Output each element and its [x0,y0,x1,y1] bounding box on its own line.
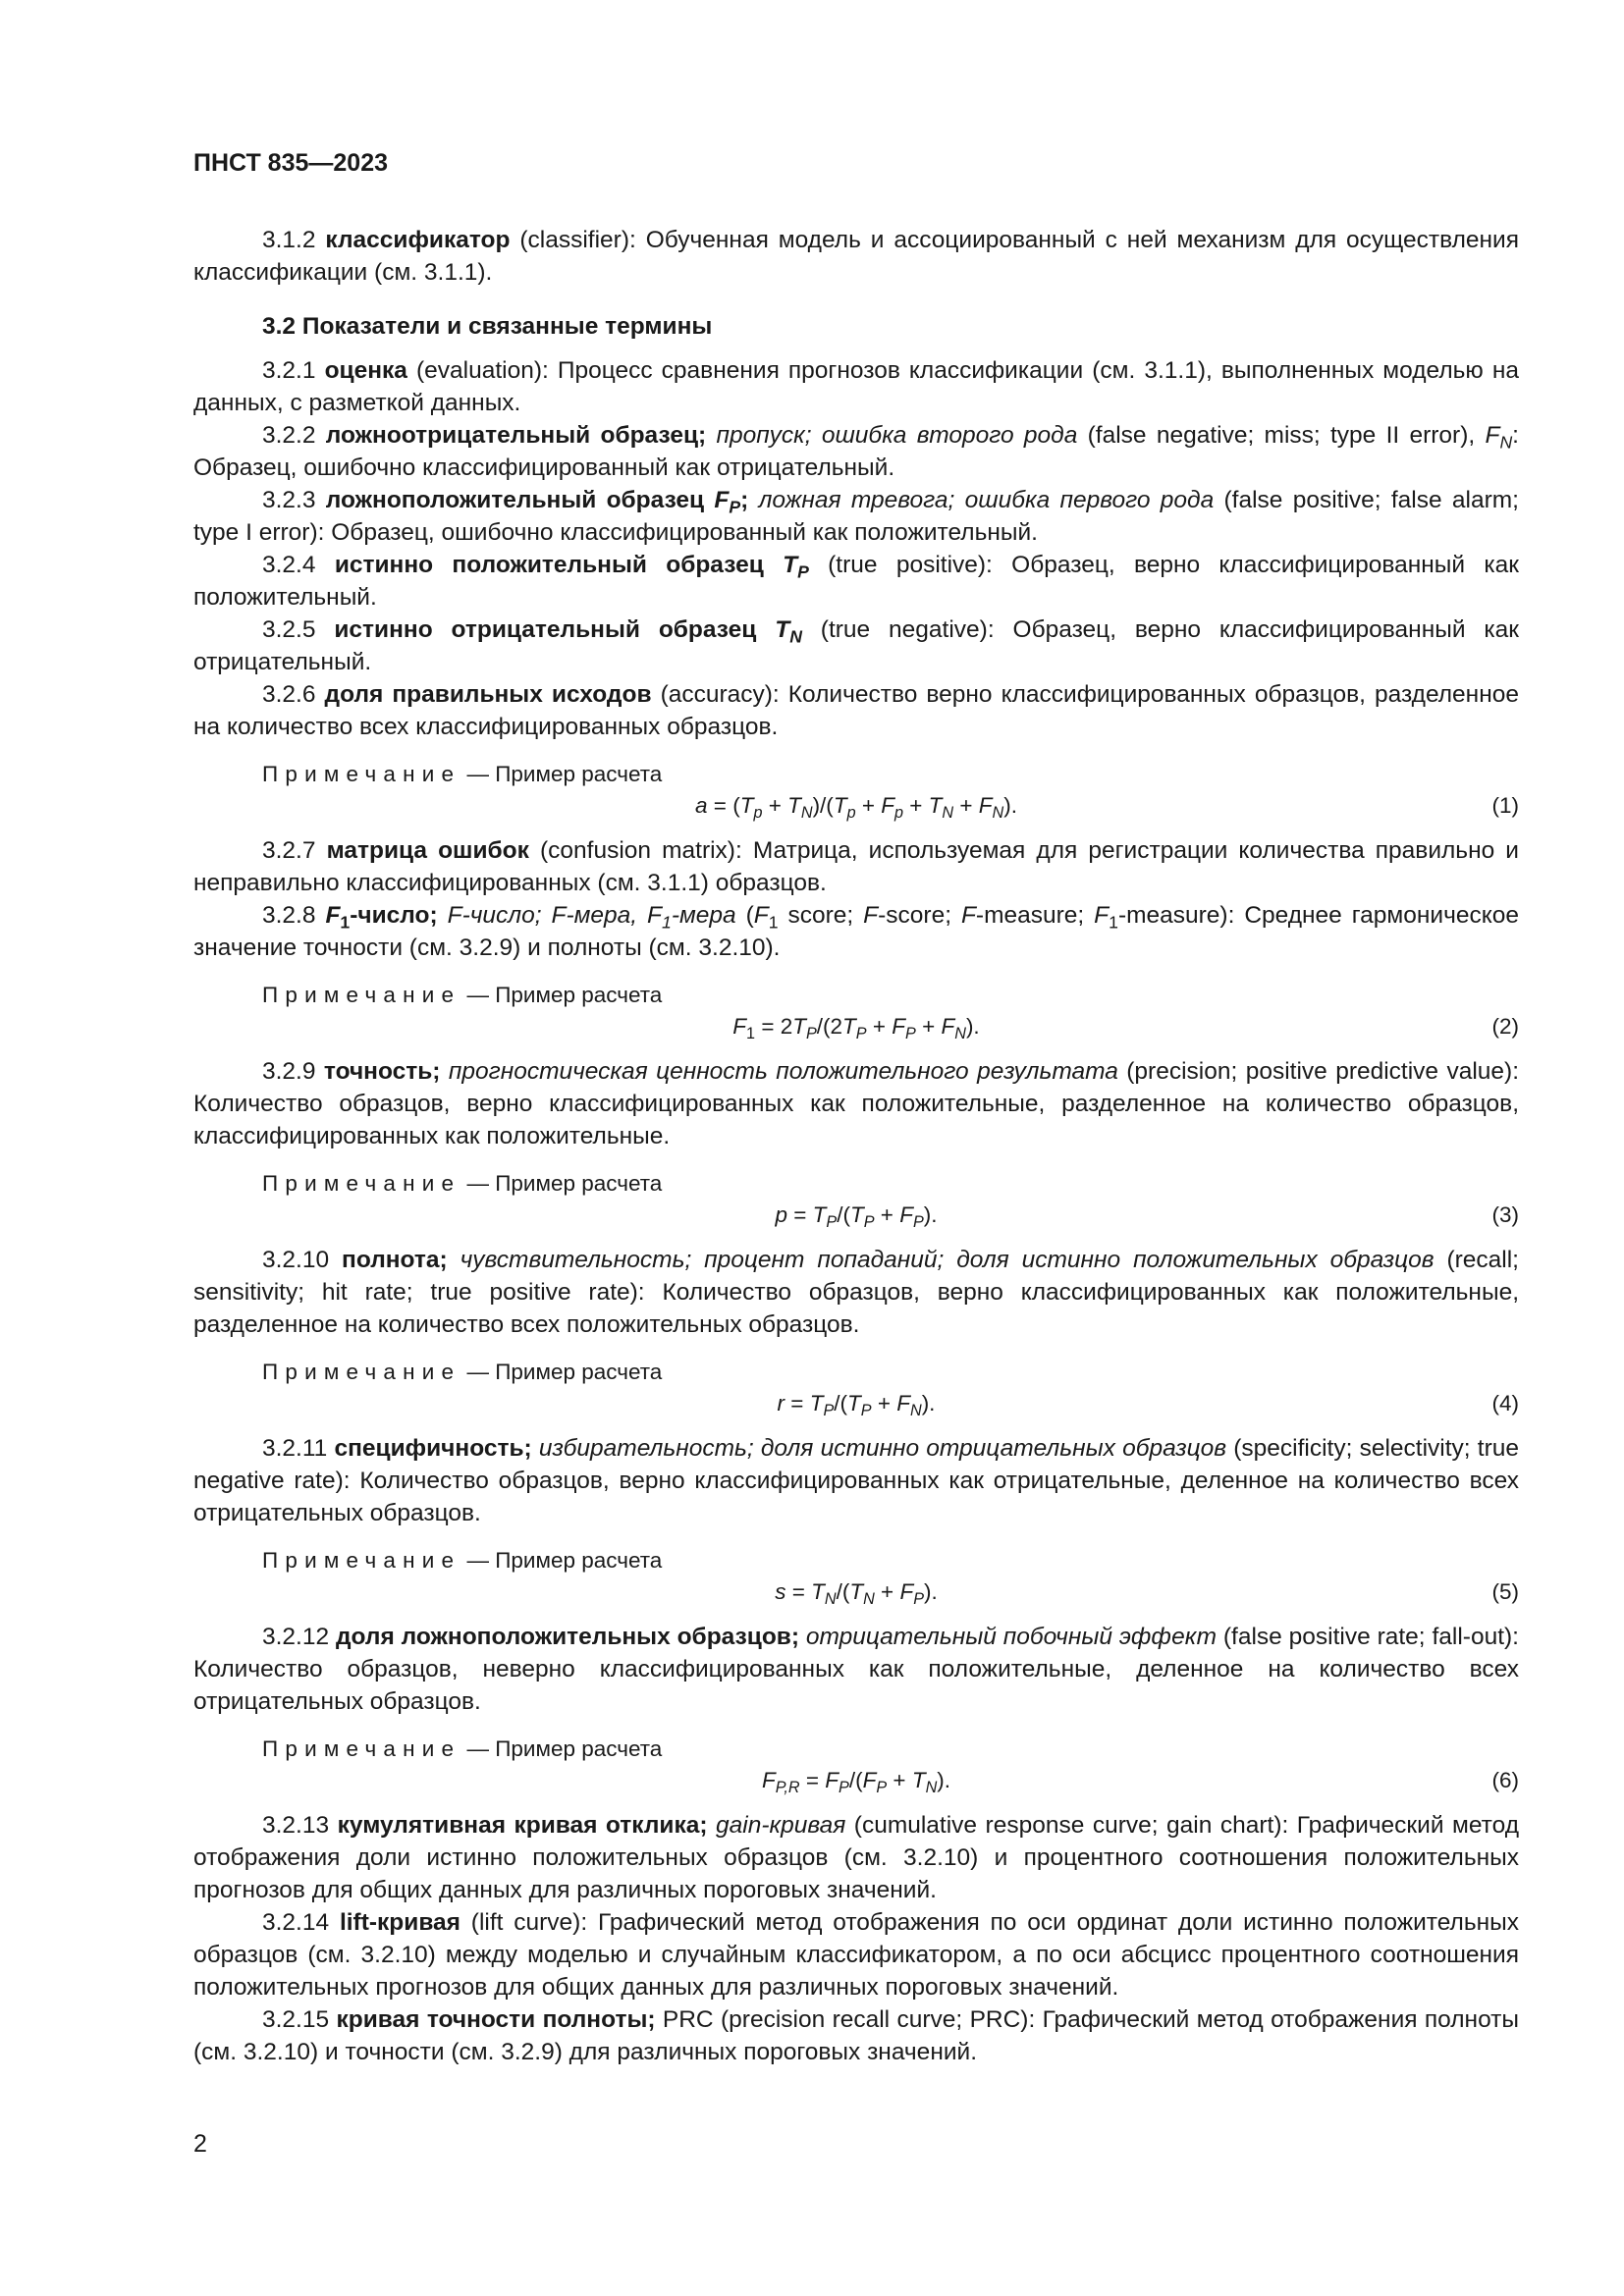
note-text: — Пример расчета [460,1171,663,1196]
term-3-2-12: 3.2.12 доля ложноположительных образцов; отрицательный побочный эффект (false positive rate; fall-out): Количество образцов, неверно классифицированных как положительные, деленное на количество всех отрицательных образцов. [193,1624,1519,1715]
formula-6: $F_{P,R} = F_P/(F_P + T_N)$. (6) [193,1765,1519,1796]
equation-number: (6) [1491,1768,1519,1792]
term-3-2-8: 3.2.8 $F_1$-число; F-число; F-мера, $F_1$-мера ($F_1$ score; F-score; F-measure; $F_1-measure$): Среднее гармоническое значение точности (см. 3.2.9) и полноты (см. 3.2.10). [193,902,1519,961]
note-label: Примечание [262,762,461,786]
equation-number: (3) [1491,1202,1519,1227]
note-text: — Пример расчета [460,1548,663,1573]
equation-number: (5) [1491,1579,1519,1604]
section-title: 3.2 Показатели и связанные термины [262,313,713,340]
note-label: Примечание [262,1548,461,1573]
formula-4: $r = T_P/(T_P + F_N)$. (4) [193,1388,1519,1419]
note-text: — Пример расчета [460,1360,663,1384]
page-content [193,224,1519,2068]
term-3-2-13: 3.2.13 кумулятивная кривая отклика; gain-кривая (cumulative response curve; gain chart): Графический метод отображения доли истинно положительных образцов (см. 3.2.10) и процентного соотношения положительных прогнозов для общих данных для различных пороговых значений. [193,1812,1519,1903]
term-3-2-5: 3.2.5 истинно отрицательный образец $T_N$ (true negative): Образец, верно классифицированный как отрицательный. [193,616,1519,675]
note [262,1170,1519,1198]
term-3-2-9: 3.2.9 точность; прогностическая ценность положительного результата (precision; positive predictive value): Количество образцов, верно классифицированных как положительные, разделенное на количество образцов, классифицированных как положительные. [193,1058,1520,1149]
page-number: 2 [193,2130,207,2158]
formula-5: $s = T_N/(T_N + F_P)$. (5) [193,1576,1519,1608]
document-code-header: ПНСТ 835—2023 [193,149,388,177]
note-text: — Пример расчета [460,762,663,786]
formula-1: $a = (T_p + T_N)/(T_p + F_p + T_N + F_N)$. (1) [193,790,1519,822]
term-3-1-2: 3.1.2 классификатор (classifier): Обученная модель и ассоциированный с ней механизм для осуществления классификации (см. 3.1.1). [193,227,1519,286]
term-3-2-4: 3.2.4 истинно положительный образец $T_P$ (true positive): Образец, верно классифицированный как положительный. [193,552,1519,611]
equation-number: (4) [1491,1391,1519,1415]
note-label: Примечание [262,1360,461,1384]
note [262,982,1519,1009]
note-label: Примечание [262,983,461,1007]
term-3-2-2: 3.2.2 ложноотрицательный образец; пропуск; ошибка второго рода (false negative; miss; type II error), $F_N$: Образец, ошибочно классифицированный как отрицательный. [193,422,1519,481]
note [262,1359,1519,1386]
equation-number: (2) [1491,1014,1519,1039]
formula-3: $p = T_P/(T_P + F_P)$. (3) [193,1200,1519,1231]
note-text: — Пример расчета [460,1736,663,1761]
note-label: Примечание [262,1736,461,1761]
term-3-2-6: 3.2.6 доля правильных исходов (accuracy): Количество верно классифицированных образцов, разделенное на количество всех классифицированных образцов. [193,681,1519,740]
term-3-2-7: 3.2.7 матрица ошибок (confusion matrix): Матрица, используемая для регистрации количества правильно и неправильно классифицированных (см. 3.1.1) образцов. [193,837,1519,896]
note [262,1547,1519,1575]
term-3-2-14: 3.2.14 lift-кривая (lift curve): Графический метод отображения по оси ординат доли истинно положительных образцов (см. 3.2.10) между моделью и случайным классификатором, а по оси абсцисс процентного соотношения положительных прогнозов для общих данных для различных пороговых значений. [193,1909,1519,2001]
note [262,1735,1519,1763]
note-label: Примечание [262,1171,461,1196]
formula-2: $F_1 = 2T_P/(2T_P + F_P + F_N)$. (2) [193,1011,1519,1042]
term-3-2-15: 3.2.15 кривая точности полноты; PRC (precision recall curve; PRC): Графический метод отображения полноты (см. 3.2.10) и точности (см. 3.2.9) для различных пороговых значений. [193,2006,1519,2065]
note-text: — Пример расчета [460,983,663,1007]
equation-number: (1) [1491,793,1519,818]
term-3-2-10: 3.2.10 полнота; чувствительность; процент попаданий; доля истинно положительных образцов (recall; sensitivity; hit rate; true positive rate): Количество образцов, верно классифицированных как положительные, разделенное на количество всех положительных образцов. [193,1247,1519,1338]
term-3-2-1: 3.2.1 оценка (evaluation): Процесс сравнения прогнозов классификации (см. 3.1.1), выполненных моделью на данных, с разметкой данных. [193,357,1519,416]
term-3-2-11: 3.2.11 специфичность; избирательность; доля истинно отрицательных образцов (specificity; selectivity; true negative rate): Количество образцов, верно классифицированных как отрицательные, деленное на количество всех отрицательных образцов. [193,1435,1519,1526]
note [262,761,1519,788]
term-3-2-3: 3.2.3 ложноположительный образец $F_P$; ложная тревога; ошибка первого рода (false positive; false alarm; type I error): Образец, ошибочно классифицированный как положительный. [193,487,1519,546]
